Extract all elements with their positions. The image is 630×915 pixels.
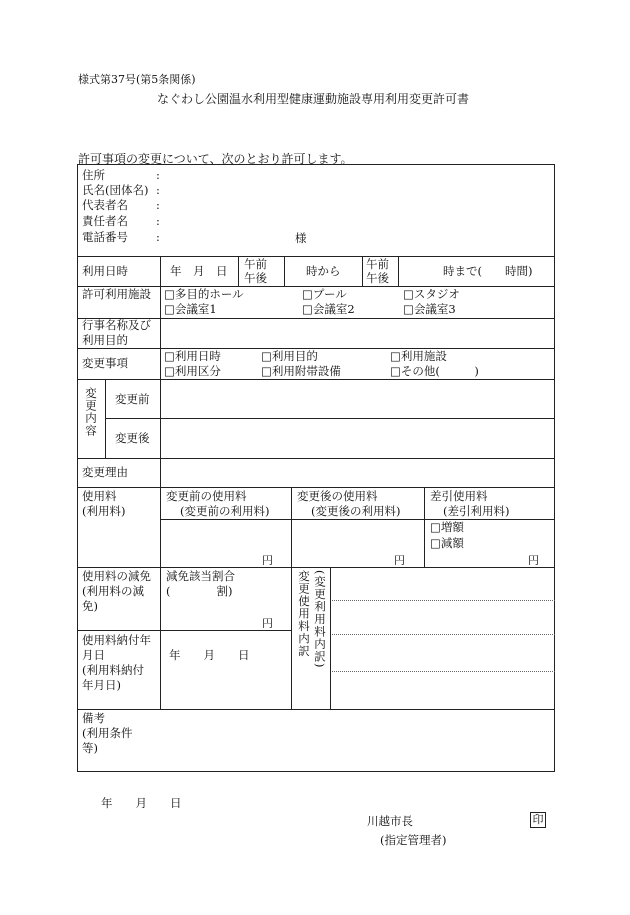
col-divider (284, 256, 285, 286)
change-option[interactable]: □利用日時 (164, 349, 221, 363)
before-label: 変更前 (115, 392, 150, 406)
event-label: 利用目的 (82, 333, 128, 347)
payment-date-label: (利用料納付 (82, 663, 144, 677)
from-label: 時から (306, 264, 341, 278)
fee-diff-header: (差引利用料) (443, 504, 510, 518)
yen-unit: 円 (528, 554, 539, 567)
facility-option[interactable]: □会議室3 (403, 302, 456, 316)
reduction-rate-label: 減免該当割合 (166, 569, 235, 583)
col-divider (105, 379, 106, 458)
yen-unit: 円 (394, 554, 405, 567)
facility-option[interactable]: □会議室2 (302, 302, 355, 316)
remarks-label: 備考 (82, 711, 105, 725)
colon: : (156, 214, 160, 228)
remarks-label: (利用条件 (82, 726, 133, 740)
fee-after-header: 変更後の使用料 (297, 489, 378, 503)
change-option[interactable]: □その他( ) (390, 364, 479, 378)
col-divider (424, 487, 425, 567)
fee-after-header: (変更後の利用料) (311, 504, 401, 518)
colon: : (156, 230, 160, 244)
fee-before-header: (変更前の利用料) (180, 504, 270, 518)
reduction-rate-value: ( 割) (166, 584, 233, 598)
reduction-label: 使用料の減免 (82, 569, 151, 583)
increase-option[interactable]: □増額 (430, 520, 464, 534)
usage-date: 年 月 日 (170, 264, 228, 278)
reduction-label: 免) (82, 599, 98, 613)
breakdown-line (330, 634, 555, 635)
row-divider (77, 567, 555, 568)
col-divider (160, 256, 161, 709)
facility-option[interactable]: □多目的ホール (164, 287, 244, 301)
col-divider (291, 487, 292, 709)
col-divider (238, 256, 239, 286)
row-divider (77, 256, 555, 257)
document-title: なぐわし公園温水利用型健康運動施設専用利用変更許可書 (157, 92, 470, 106)
change-reason-label: 変更理由 (82, 465, 128, 479)
row-divider (77, 379, 555, 380)
row-divider (77, 458, 555, 459)
col-divider (330, 567, 331, 709)
row-divider (77, 709, 555, 710)
yen-unit: 円 (262, 554, 273, 567)
pm-label: 午後 (244, 271, 267, 285)
change-option[interactable]: □利用施設 (390, 349, 447, 363)
facility-option[interactable]: □プール (302, 287, 347, 301)
reduction-label: (利用料の減 (82, 584, 144, 598)
event-label: 行事名称及び (82, 318, 151, 332)
col-divider (398, 256, 399, 286)
phone-label: 電話番号 (82, 230, 128, 244)
until-label: 時まで( 時間) (443, 264, 533, 278)
remarks-label: 等) (82, 741, 98, 755)
am-label: 午前 (244, 257, 267, 271)
breakdown-sub-label: (変更利用料内訳) (313, 570, 327, 669)
form-number: 様式第37号(第5条関係) (78, 73, 196, 86)
row-divider (77, 630, 291, 631)
breakdown-line (330, 671, 555, 672)
representative-label: 代表者名 (82, 198, 128, 212)
row-divider (77, 487, 555, 488)
yen-unit: 円 (262, 617, 273, 630)
fee-diff-header: 差引使用料 (430, 489, 488, 503)
fee-before-header: 変更前の使用料 (166, 489, 247, 503)
facility-option[interactable]: □会議室1 (164, 302, 217, 316)
breakdown-line (330, 600, 555, 601)
name-label: 氏名(団体名) (82, 183, 149, 197)
change-option[interactable]: □利用目的 (261, 349, 318, 363)
colon: : (156, 183, 160, 197)
colon: : (156, 198, 160, 212)
facilities-label: 許可利用施設 (82, 287, 151, 301)
change-items-label: 変更事項 (82, 356, 128, 370)
col-divider (362, 256, 363, 286)
row-divider (105, 418, 555, 419)
colon: : (156, 168, 160, 182)
issuer: 川越市長 (367, 814, 413, 828)
change-option[interactable]: □利用附帯設備 (261, 364, 341, 378)
am-label: 午前 (366, 257, 389, 271)
change-content-label: 変更内容 (84, 387, 98, 437)
intro-text: 許可事項の変更について、次のとおり許可します。 (78, 152, 353, 166)
payment-date-label: 月日 (82, 648, 105, 662)
pm-label: 午後 (366, 271, 389, 285)
fee-label: 使用料 (82, 489, 117, 503)
facility-option[interactable]: □スタジオ (403, 287, 460, 301)
address-label: 住所 (82, 168, 105, 182)
payment-date: 年 月 日 (169, 648, 250, 662)
after-label: 変更後 (115, 431, 150, 445)
decrease-option[interactable]: □減額 (430, 536, 464, 550)
fee-label: (利用料) (82, 504, 126, 518)
row-divider (160, 519, 555, 520)
payment-date-label: 使用料納付年 (82, 633, 151, 647)
change-option[interactable]: □利用区分 (164, 364, 221, 378)
responsible-label: 責任者名 (82, 214, 128, 228)
issue-date: 年 月 日 (101, 796, 182, 810)
designated-manager: (指定管理者) (380, 833, 447, 847)
usage-datetime-label: 利用日時 (82, 264, 128, 278)
honorific: 様 (295, 231, 307, 245)
seal-mark: 印 (530, 812, 546, 828)
breakdown-label: 変更使用料内訳 (297, 570, 311, 658)
payment-date-label: 年月日) (82, 678, 121, 692)
